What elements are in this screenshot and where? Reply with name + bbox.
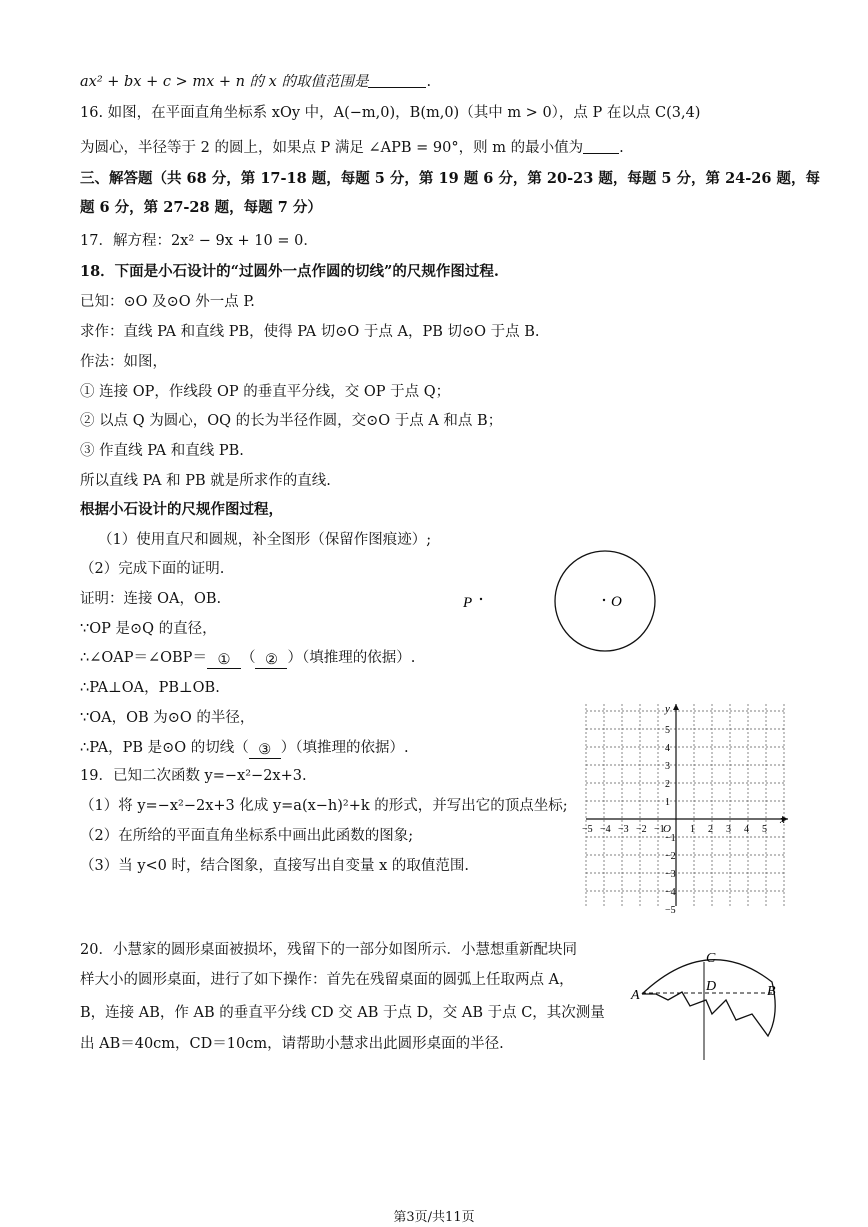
q18-line: ① 连接 OP，作线段 OP 的垂直平分线，交 OP 于点 Q；	[80, 384, 451, 400]
q20-line: B，连接 AB，作 AB 的垂直平分线 CD 交 AB 于点 D，交 AB 于点 C，其次测量	[80, 1005, 605, 1021]
y-tick-label: 3	[665, 761, 670, 772]
answer-blank[interactable]	[583, 139, 619, 154]
q18-sub2: （2）完成下面的证明.	[80, 561, 225, 577]
y-tick-label: 2	[665, 779, 670, 790]
x-tick-label: 5	[762, 824, 767, 835]
circle-o	[555, 551, 655, 651]
q18-figure	[455, 548, 665, 654]
q18-bold2: 根据小石设计的尺规作图过程，	[80, 501, 283, 518]
q18-proof3: ∴∠OAP＝∠OBP＝ ① （ ② ）（填推理的依据）.	[80, 650, 416, 668]
q16-line2: 为圆心，半径等于 2 的圆上，如果点 P 满足 ∠APB = 90°，则 m 的最小值为 .	[80, 140, 624, 156]
x-tick-label: −4	[600, 824, 611, 835]
q20-line: 样大小的圆形桌面，进行了如下操作：首先在残留桌面的圆弧上任取两点 A，	[80, 972, 574, 988]
q18-line: 所以直线 PA 和 PB 就是所求作的直线.	[80, 473, 331, 489]
q18-proof5: ∵OA，OB 为⊙O 的半径，	[80, 710, 255, 726]
q18-title: 18．下面是小石设计的“过圆外一点作圆的切线”的尺规作图过程.	[80, 263, 499, 280]
y-tick-label: −5	[665, 905, 676, 916]
q18-line: ③ 作直线 PA 和直线 PB.	[80, 443, 244, 459]
y-axis-arrow	[673, 704, 679, 710]
q18-line: 求作：直线 PA 和直线 PB，使得 PA 切⊙O 于点 A，PB 切⊙O 于点 B.	[80, 324, 540, 340]
q18-proof4: ∴PA⊥OA，PB⊥OB.	[80, 680, 220, 696]
answer-blank[interactable]	[368, 73, 426, 88]
y-tick-label: −1	[665, 833, 676, 844]
blank-2[interactable]: ②	[255, 650, 287, 669]
label-a: A	[631, 988, 640, 1003]
y-tick-label: −3	[665, 869, 676, 880]
blank-1[interactable]: ①	[207, 650, 241, 669]
x-tick-label: 4	[744, 824, 749, 835]
q18-proof1: 证明：连接 OA，OB.	[80, 591, 222, 607]
origin-label: O	[663, 823, 671, 835]
point-o-dot	[603, 599, 605, 601]
y-tick-label: 1	[665, 797, 670, 808]
q20-figure	[628, 944, 788, 1064]
q18-proof2: ∵OP 是⊙Q 的直径，	[80, 621, 217, 637]
x-axis-label: x	[780, 814, 785, 826]
q18-line: ② 以点 Q 为圆心，OQ 的长为半径作圆，交⊙O 于点 A 和点 B；	[80, 413, 503, 429]
q15-tail: ax² + bx + c > mx + n 的 x 的取值范围是 .	[80, 74, 432, 90]
x-tick-label: −2	[636, 824, 647, 835]
x-tick-label: −1	[654, 824, 665, 835]
q18-sub1: （1）使用直尺和圆规，补全图形（保留作图痕迹）;	[98, 532, 432, 548]
y-tick-label: −2	[665, 851, 676, 862]
label-p: P	[463, 595, 473, 611]
y-tick-label: 5	[665, 725, 670, 736]
point-p-dot	[480, 598, 482, 600]
section3-heading-line1: 三、解答题（共 68 分，第 17-18 题，每题 5 分，第 19 题 6 分，第 20-23 题，每题 5 分，第 24-26 题，每	[80, 170, 821, 187]
q19-title: 19．已知二次函数 y=−x²−2x+3.	[80, 768, 307, 784]
y-tick-label: 4	[665, 743, 670, 754]
section3-heading-line2: 题 6 分，第 27-28 题，每题 7 分）	[80, 199, 322, 216]
q18-line: 作法：如图，	[80, 354, 167, 370]
label-c: C	[706, 951, 716, 966]
q16-line1: 16. 如图，在平面直角坐标系 xOy 中，A(−m,0)，B(m,0)（其中 m > 0），点 P 在以点 C(3,4)	[80, 105, 701, 121]
q17: 17．解方程：2x² − 9x + 10 = 0．	[80, 233, 318, 249]
q19-sub3: （3）当 y<0 时，结合图象，直接写出自变量 x 的取值范围.	[80, 858, 470, 874]
x-tick-label: 3	[726, 824, 731, 835]
q19-grid[interactable]	[582, 702, 792, 916]
q19-sub1: （1）将 y=−x²−2x+3 化成 y=a(x−h)²+k 的形式，并写出它的顶点坐标;	[80, 798, 568, 814]
y-tick-label: −4	[665, 887, 676, 898]
q18-line: 已知：⊙O 及⊙O 外一点 P.	[80, 294, 255, 310]
blank-3[interactable]: ③	[249, 740, 281, 759]
q19-sub2: （2）在所给的平面直角坐标系中画出此函数的图象;	[80, 828, 414, 844]
q20-line: 20．小慧家的圆形桌面被损坏，残留下的一部分如图所示．小慧想重新配块同	[80, 942, 577, 958]
x-tick-label: −5	[582, 824, 593, 835]
page-footer: 第3页/共11页	[393, 1210, 475, 1225]
q18-proof6: ∴PA，PB 是⊙O 的切线（ ③ ）（填推理的依据）.	[80, 740, 409, 758]
label-o: O	[611, 594, 622, 610]
q20-line: 出 AB＝40cm，CD＝10cm，请帮助小慧求出此圆形桌面的半径.	[80, 1036, 504, 1052]
x-tick-label: 2	[708, 824, 713, 835]
label-b: B	[767, 984, 776, 999]
x-tick-label: −3	[618, 824, 629, 835]
label-d: D	[706, 979, 717, 994]
table-remnant	[642, 960, 775, 1036]
x-tick-label: 1	[690, 824, 695, 835]
y-axis-label: y	[665, 703, 670, 715]
